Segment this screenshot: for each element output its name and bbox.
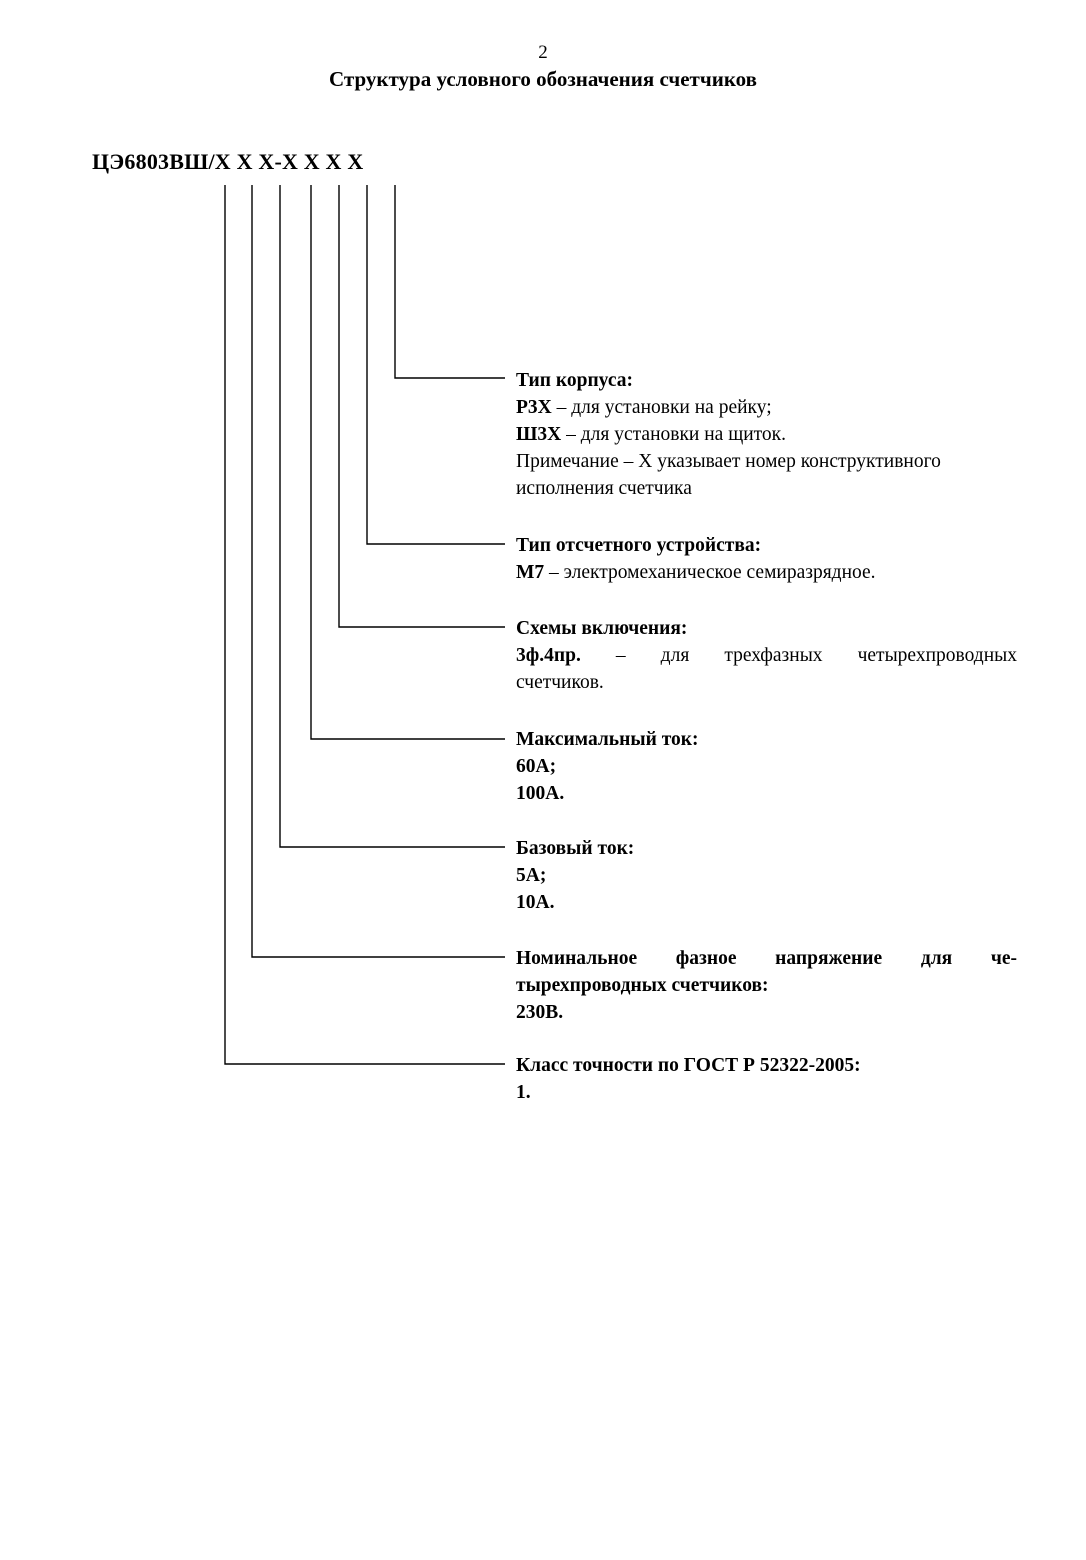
connector-accuracy-class <box>225 185 505 1064</box>
block-line: счетчиков. <box>516 672 604 693</box>
block-line: Р3Х – для установки на рейку; <box>516 397 772 418</box>
block-line: Ш3Х – для установки на щиток. <box>516 424 787 445</box>
block-heading: Базовый ток: <box>516 838 635 859</box>
connector-nominal-voltage <box>252 185 505 957</box>
block-line: 230В. <box>516 1002 564 1023</box>
connector-case-type <box>395 185 505 378</box>
block-line: 60А; <box>516 756 557 777</box>
block-max-current <box>516 726 1017 807</box>
page-number: 2 <box>538 42 548 63</box>
block-line: Примечание – Х указывает номер конструктивного <box>516 451 941 472</box>
connector-reading-device <box>367 185 505 544</box>
block-heading-cont: тырехпроводных счетчиков: <box>516 975 769 996</box>
block-heading: Максимальный ток: <box>516 729 699 750</box>
block-line: исполнения счетчика <box>516 478 692 499</box>
block-heading: Тип отсчетного устройства: <box>516 535 762 556</box>
connector-connection-scheme <box>339 185 505 627</box>
connector-max-current <box>311 185 505 739</box>
block-reading-device <box>516 532 1017 586</box>
block-heading: Схемы включения: <box>516 618 688 639</box>
block-line: 1. <box>516 1082 531 1103</box>
block-accuracy-class <box>516 1052 1017 1106</box>
block-line: 100А. <box>516 783 565 804</box>
block-nominal-voltage <box>516 945 1017 1026</box>
block-heading: Тип корпуса: <box>516 370 633 391</box>
block-heading: Класс точности по ГОСТ Р 52322-2005: <box>516 1055 861 1076</box>
connector-base-current <box>280 185 505 847</box>
designation-code: ЦЭ6803ВШ/Х Х Х-Х Х Х Х <box>92 149 364 174</box>
block-line: М7 – электромеханическое семиразрядное. <box>516 562 876 583</box>
block-line: 5А; <box>516 865 547 886</box>
block-line: 10А. <box>516 892 555 913</box>
block-line: 3ф.4пр. – для трехфазных четырехпроводных <box>516 645 1017 666</box>
page-title: Структура условного обозначения счетчиков <box>329 67 757 91</box>
block-case-type <box>516 367 1017 502</box>
block-base-current <box>516 835 1017 916</box>
block-connection-scheme <box>516 615 1017 696</box>
block-heading: Номинальное фазное напряжение для че- <box>516 948 1017 969</box>
